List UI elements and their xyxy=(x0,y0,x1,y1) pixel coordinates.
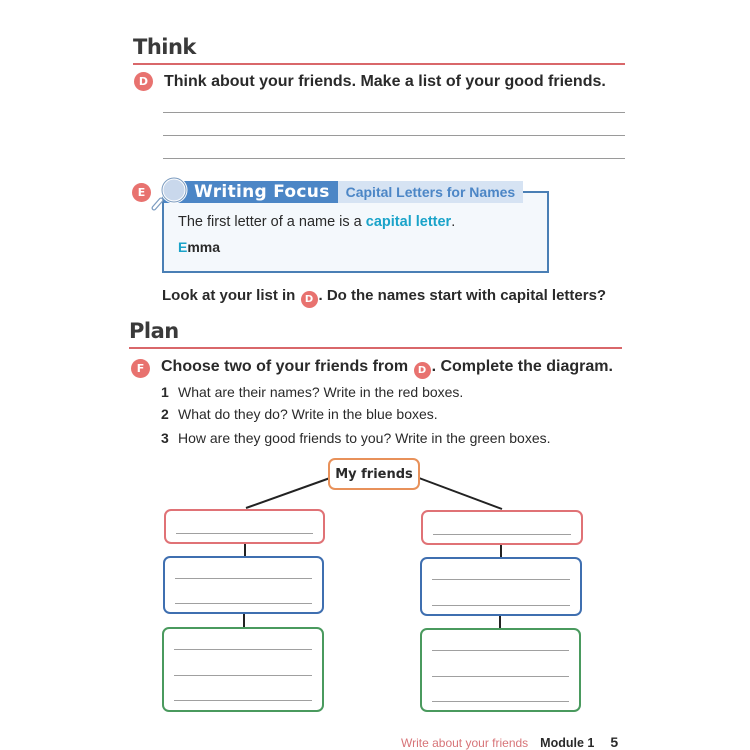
activity-e-badge: E xyxy=(132,183,151,202)
step-text: What do they do? Write in the blue boxes. xyxy=(178,406,438,422)
friend-1-name-box[interactable] xyxy=(164,509,325,544)
friend-1-activity-box[interactable] xyxy=(163,556,324,614)
friend-1-friendship-box[interactable] xyxy=(162,627,324,712)
footer-section-title: Write about your friends xyxy=(401,736,529,750)
followup-ref-badge: D xyxy=(301,291,318,308)
activity-f-text: Choose two of your friends from xyxy=(161,358,413,375)
step-text: What are their names? Write in the red boxes. xyxy=(178,384,464,400)
friend-2-friendship-box[interactable] xyxy=(420,628,581,712)
rule-highlight: capital letter xyxy=(365,214,452,230)
writing-focus-title: Writing Focus xyxy=(164,181,338,203)
activity-d-badge: D xyxy=(134,72,153,91)
followup-text: Look at your list in xyxy=(162,287,300,304)
example-rest: mma xyxy=(187,239,221,255)
friend-2-activity-box[interactable] xyxy=(420,557,582,616)
activity-f-badge: F xyxy=(131,359,150,378)
activity-f-text-end: . Complete the diagram. xyxy=(431,358,613,375)
step-number: 1 xyxy=(161,384,169,400)
example-capital: E xyxy=(178,239,188,255)
writing-focus-subtitle: Capital Letters for Names xyxy=(338,181,524,203)
rule-text: The first letter of a name is a xyxy=(178,214,366,230)
page-footer xyxy=(401,734,618,750)
friend-2-name-box[interactable] xyxy=(421,510,583,545)
step-number: 2 xyxy=(161,406,169,422)
followup-question: . Do the names start with capital letters? xyxy=(318,287,607,304)
activity-d-instruction: Think about your friends. Make a list of your good friends. xyxy=(164,72,606,90)
plan-heading: Plan xyxy=(129,319,179,343)
diagram-root-my-friends: My friends xyxy=(328,458,420,490)
think-heading: Think xyxy=(133,35,196,59)
step-text: How are they good friends to you? Write in the green boxes. xyxy=(178,430,551,446)
page-number: 5 xyxy=(610,734,619,750)
rule-period: . xyxy=(451,214,456,230)
activity-f-ref-badge: D xyxy=(414,362,431,379)
step-number: 3 xyxy=(161,430,169,446)
footer-module: Module 1 xyxy=(540,736,595,750)
